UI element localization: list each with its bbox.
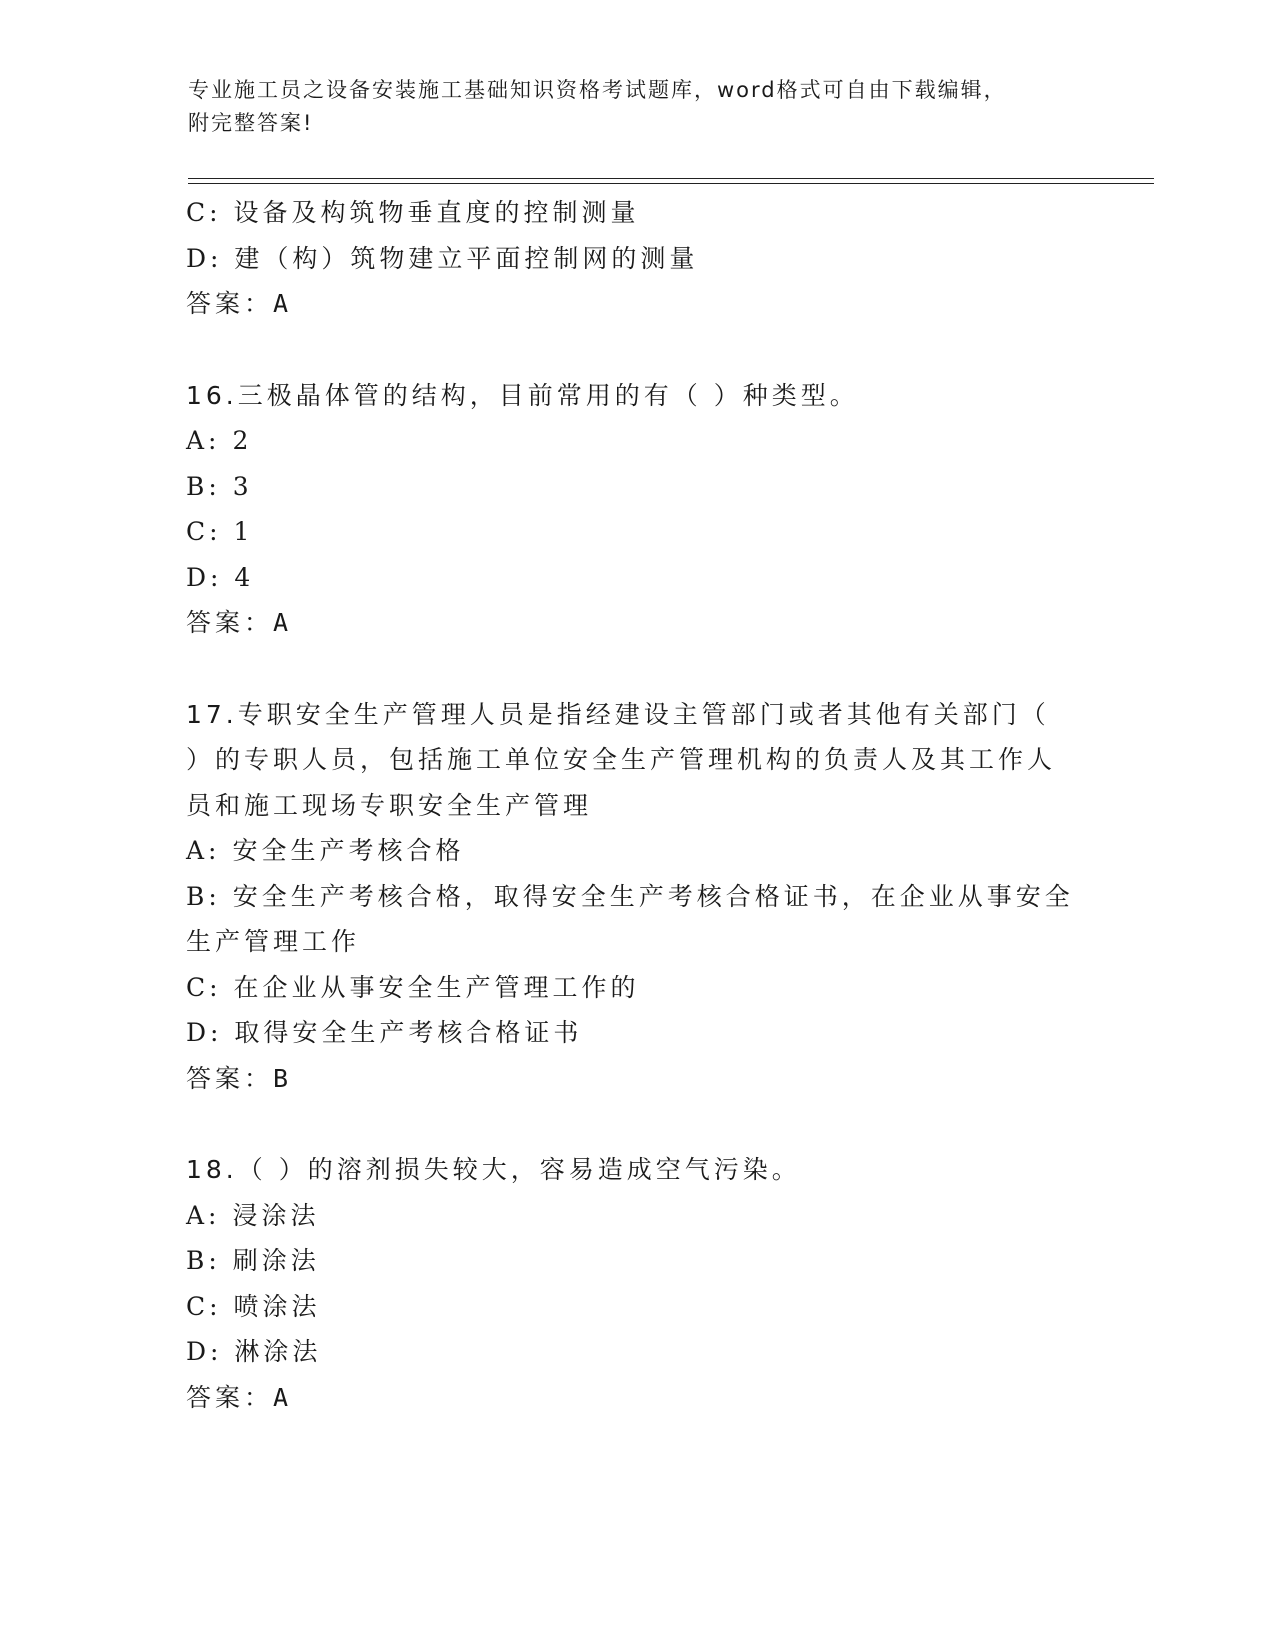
prev-question xyxy=(186,190,1086,327)
option-c: C: 在企业从事安全生产管理工作的 xyxy=(186,972,640,1002)
document-header xyxy=(188,74,1088,140)
option-b-continued: 生产管理工作 xyxy=(186,927,361,956)
header-line-1: 专业施工员之设备安装施工基础知识资格考试题库，word格式可自由下载编辑， xyxy=(188,78,1007,102)
option-b: B: 3 xyxy=(186,471,253,501)
question-18 xyxy=(186,1147,1086,1420)
option-c: C: 1 xyxy=(186,517,254,546)
question-stem: 17.专职安全生产管理人员是指经建设主管部门或者其他有关部门（ xyxy=(186,699,1050,729)
question-stem: 员和施工现场专职安全生产管理 xyxy=(186,790,593,820)
option-c: C: 喷涂法 xyxy=(186,1291,321,1321)
option-b: B: 安全生产考核合格，取得安全生产考核合格证书，在企业从事安全 xyxy=(186,881,1074,911)
option-d: D: 取得安全生产考核合格证书 xyxy=(186,1018,583,1047)
question-stem: ）的专职人员，包括施工单位安全生产管理机构的负责人及其工作人 xyxy=(186,745,1057,774)
answer-line: 答案：B xyxy=(186,1063,293,1093)
header-line-2: 附完整答案! xyxy=(188,111,314,135)
header-rule-bottom xyxy=(188,183,1154,184)
question-16 xyxy=(186,373,1086,646)
option-b: B: 刷涂法 xyxy=(186,1246,320,1275)
option-a: A: 2 xyxy=(186,426,253,455)
option-d: D: 淋涂法 xyxy=(186,1337,322,1366)
option-d: D: 4 xyxy=(186,562,255,592)
answer-line: 答案：A xyxy=(186,289,293,318)
answer-line: 答案：A xyxy=(186,608,293,637)
question-list xyxy=(186,190,1086,1420)
question-17 xyxy=(186,692,1086,1102)
question-stem: 16.三极晶体管的结构，目前常用的有（ ）种类型。 xyxy=(186,380,859,410)
question-stem: 18.（ ）的溶剂损失较大，容易造成空气污染。 xyxy=(186,1155,801,1184)
answer-line: 答案：A xyxy=(186,1382,293,1412)
option-a: A: 安全生产考核合格 xyxy=(186,836,465,865)
option-a: A: 浸涂法 xyxy=(186,1200,320,1230)
option-c: C: 设备及构筑物垂直度的控制测量 xyxy=(186,198,640,227)
header-rule-top xyxy=(188,178,1154,179)
option-d: D: 建（构）筑物建立平面控制网的测量 xyxy=(186,243,699,273)
